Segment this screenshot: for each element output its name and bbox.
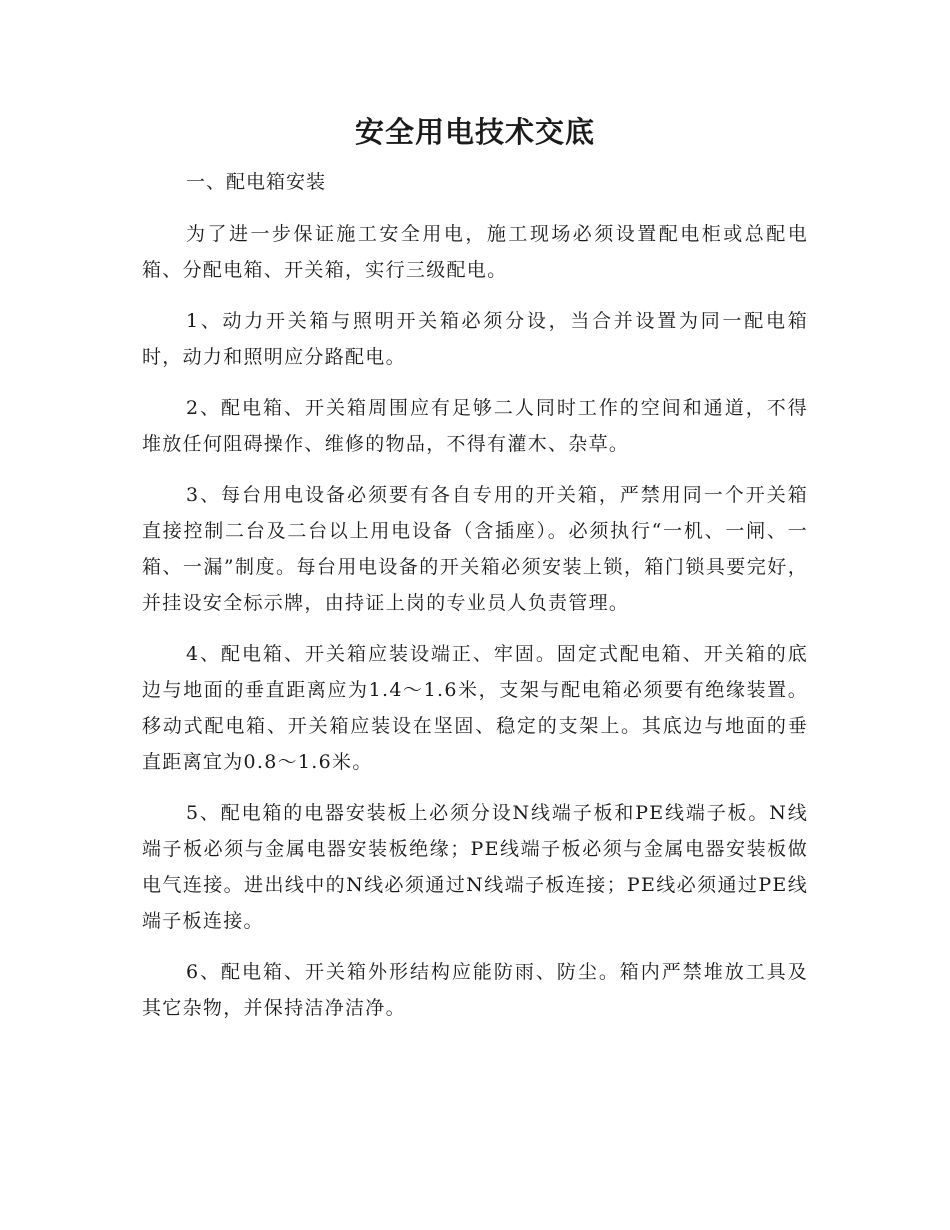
paragraph-item-5: 5、配电箱的电器安装板上必须分设N线端子板和PE线端子板。N线端子板必须与金属电器安装板绝缘；PE线端子板必须与金属电器安装板做电气连接。进出线中的N线必须通过N线端子板连接；PE线必须通过PE线端子板连接。 <box>142 802 808 932</box>
document-title: 安全用电技术交底 <box>354 115 595 149</box>
paragraph-item-4: 4、配电箱、开关箱应装设端正、牢固。固定式配电箱、开关箱的底边与地面的垂直距离应为1.4～1.6米，支架与配电箱必须要有绝缘装置。移动式配电箱、开关箱应装设在坚固、稳定的支架上。其底边与地面的垂直距离宜为0.8～1.6米。 <box>142 643 808 773</box>
document-body <box>142 164 808 1026</box>
paragraph-item-1: 1、动力开关箱与照明开关箱必须分设，当合并设置为同一配电箱时，动力和照明应分路配电。 <box>142 310 808 368</box>
section-heading: 一、配电箱安装 <box>186 171 327 193</box>
paragraph-item-2: 2、配电箱、开关箱周围应有足够二人同时工作的空间和通道，不得堆放任何阻碍操作、维修的物品，不得有灌木、杂草。 <box>142 397 808 455</box>
paragraph-item-6: 6、配电箱、开关箱外形结构应能防雨、防尘。箱内严禁堆放工具及其它杂物，并保持洁净洁净。 <box>142 961 808 1019</box>
intro-paragraph: 为了进一步保证施工安全用电，施工现场必须设置配电柜或总配电箱、分配电箱、开关箱，实行三级配电。 <box>142 223 808 281</box>
paragraph-item-3: 3、每台用电设备必须要有各自专用的开关箱，严禁用同一个开关箱直接控制二台及二台以上用电设备（含插座）。必须执行“一机、一闸、一箱、一漏”制度。每台用电设备的开关箱必须安装上锁，箱门锁具要完好，并挂设安全标示牌，由持证上岗的专业员人负责管理。 <box>142 484 808 614</box>
